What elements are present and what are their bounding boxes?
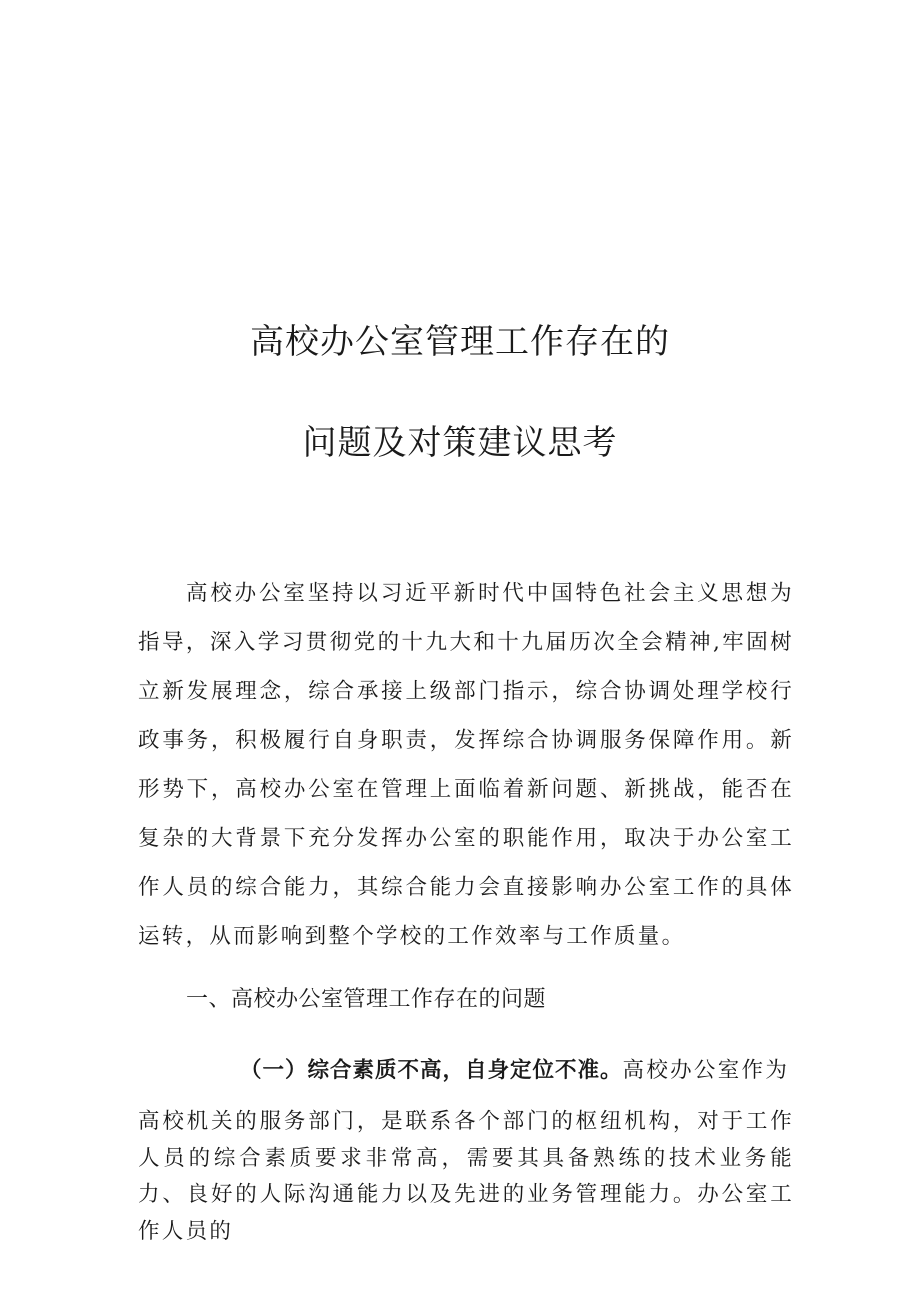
intro-paragraph: 高校办公室坚持以习近平新时代中国特色社会主义思想为指导，深入学习贯彻党的十九大和十九届历次全会精神,牢固树立新发展理念，综合承接上级部门指示，综合协调处理学校行政事务，积极履行自身职责，发挥综合协调服务保障作用。新形势下，高校办公室在管理上面临着新问题、新挑战，能否在复杂的大背景下充分发挥办公室的职能作用，取决于办公室工作人员的综合能力，其综合能力会直接影响办公室工作的具体运转，从而影响到整个学校的工作效率与工作质量。 [138, 581, 794, 949]
subsection-1-first-line-text: 高校办公室作为 [622, 1058, 790, 1083]
document-title-line-2: 问题及对策建议思考 [302, 423, 618, 463]
document-title-line-1: 高校办公室管理工作存在的 [250, 322, 670, 362]
subsection-1-first-line [240, 1051, 800, 1091]
subsection-1-bold-lead: （一）综合素质不高，自身定位不准。 [240, 1058, 623, 1083]
section-heading-1: 一、高校办公室管理工作存在的问题 [186, 987, 547, 1012]
subsection-1-continuation: 高校机关的服务部门，是联系各个部门的枢纽机构，对于工作人员的综合素质要求非常高，需要其具备熟练的技术业务能力、良好的人际沟通能力以及先进的业务管理能力。办公室工作人员的 [138, 1109, 794, 1244]
